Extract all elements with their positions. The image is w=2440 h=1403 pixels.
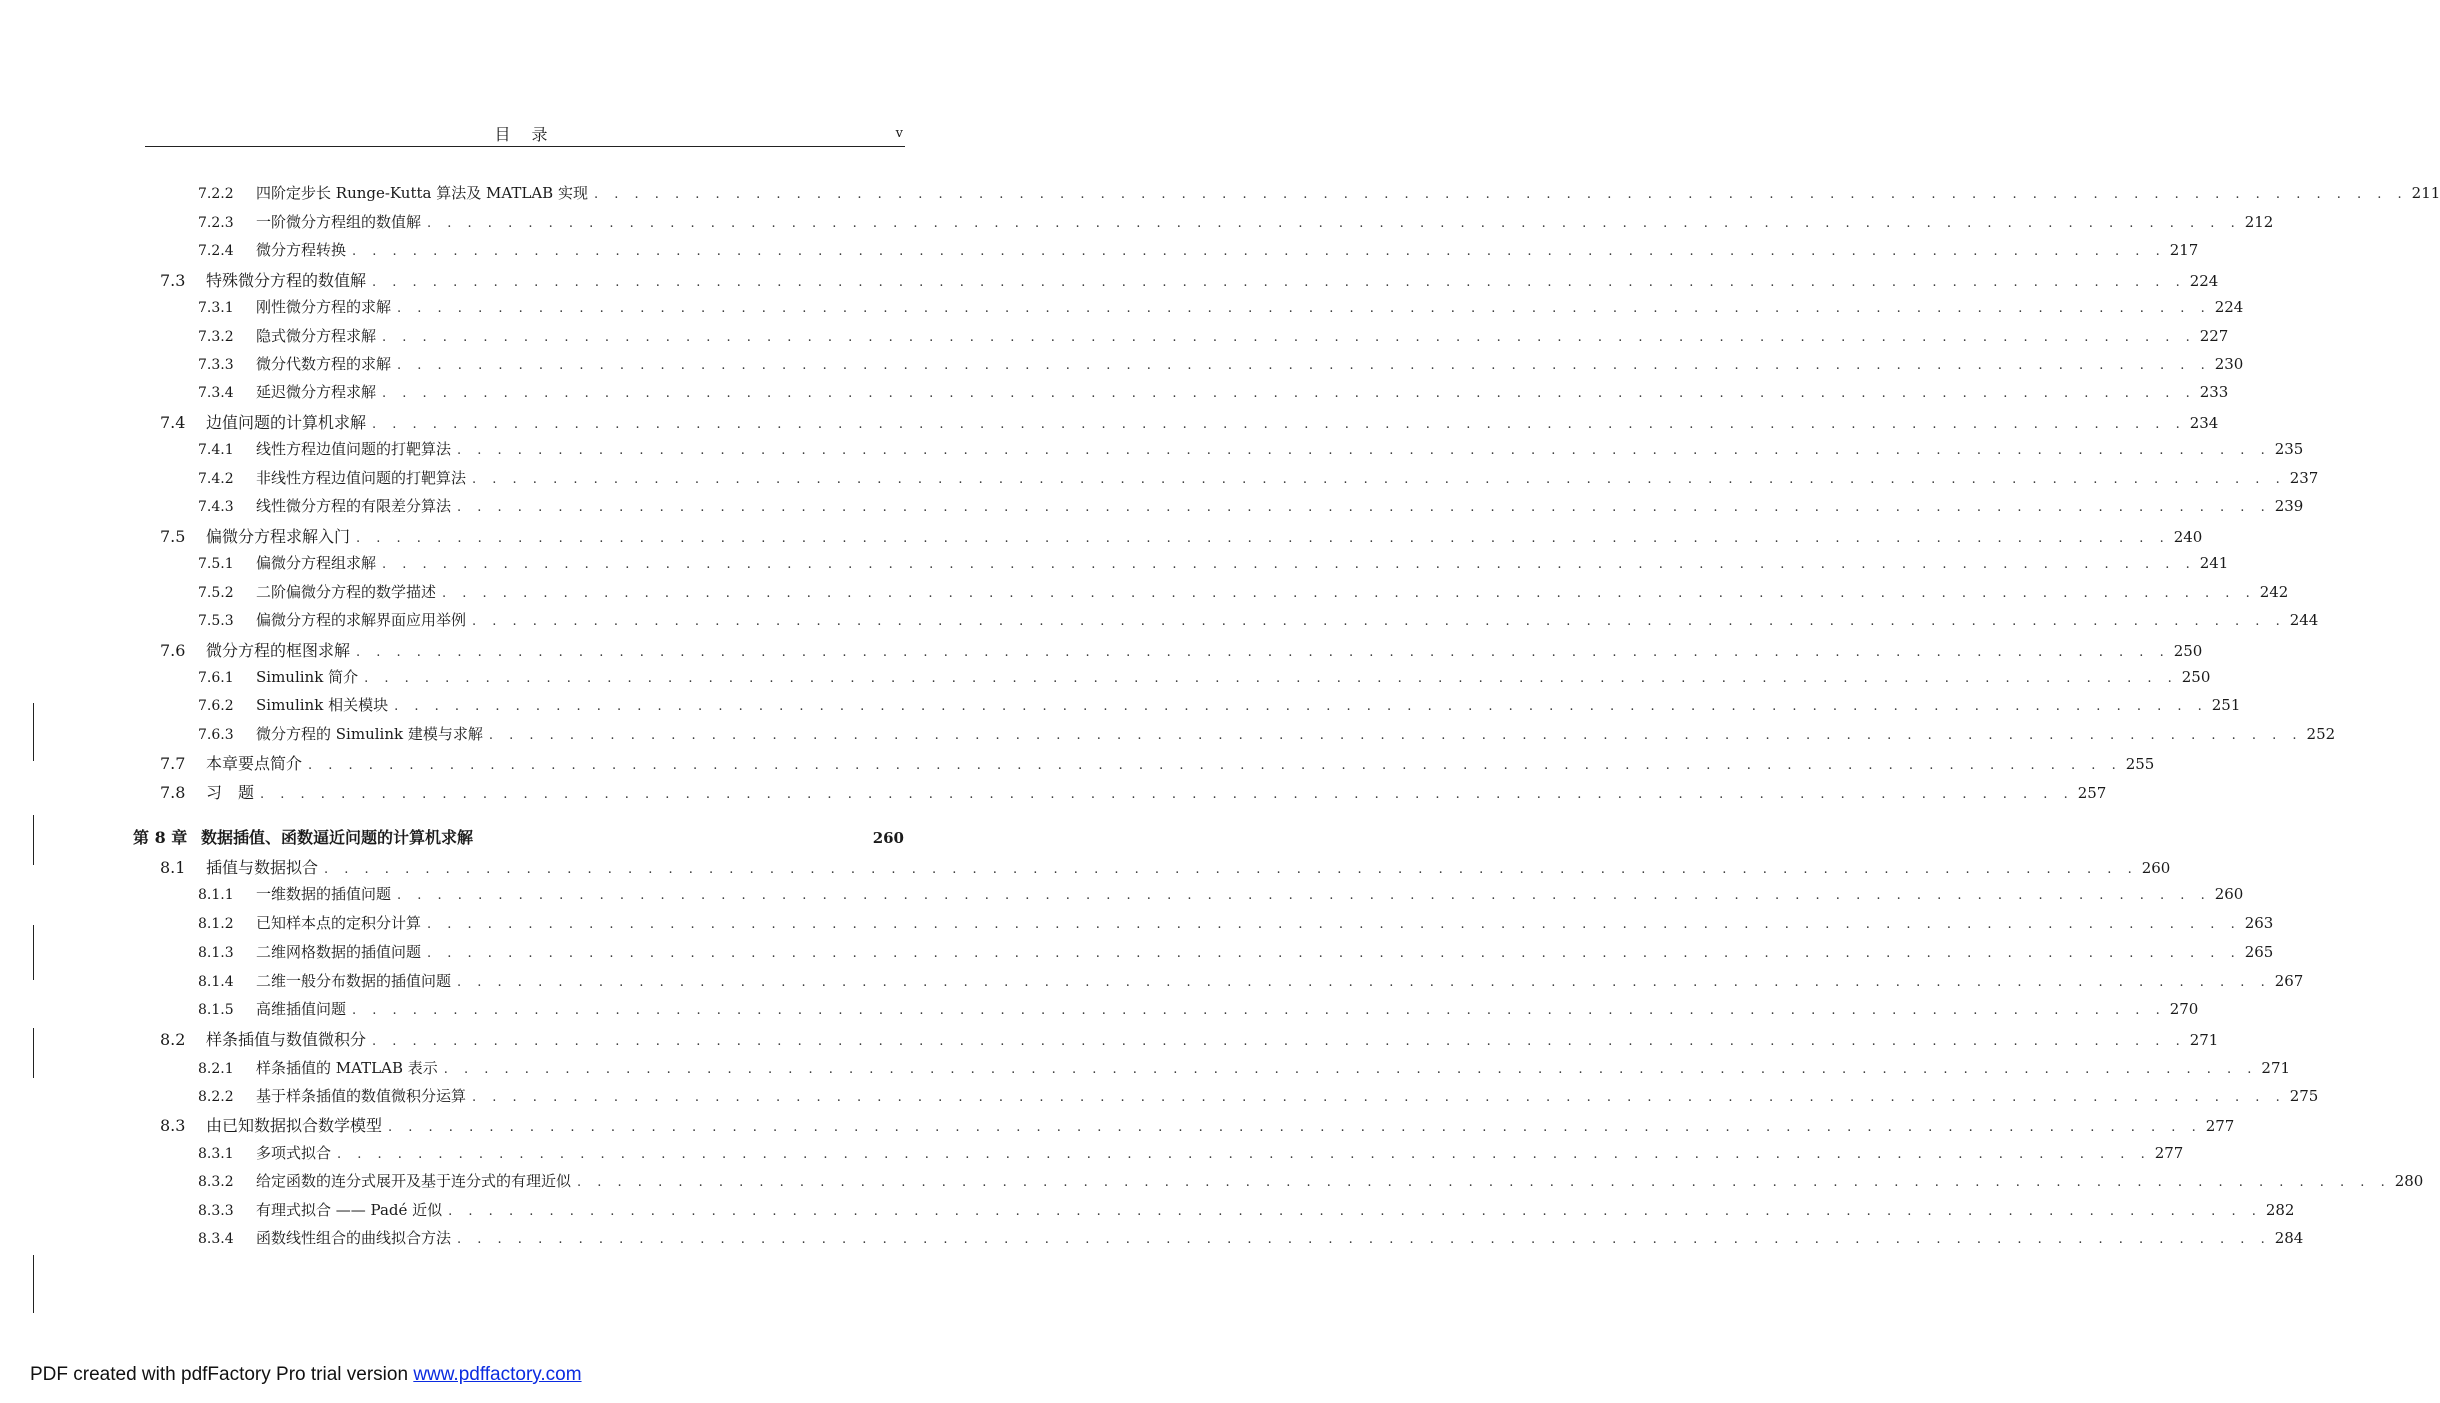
toc-entry-title: 偏微分方程的求解界面应用举例 [256, 611, 467, 629]
toc-entry-page: 250 [2173, 642, 2203, 660]
toc-entry-sub[interactable] [198, 912, 2274, 938]
toc-entry-sub[interactable] [198, 467, 2319, 493]
toc-leader-dots: . . . . . . . . . . . . . . . . . . . . . . . . . . . . . . . . . . . . . . . . . . . . . . . . . . . . . . . . . . . . . . . . . . . . . . . . . . . . . . . . . . . . . . . . . . [397, 301, 2211, 316]
toc-entry-sub[interactable] [198, 353, 2244, 379]
toc-leader-dots: . . . . . . . . . . . . . . . . . . . . . . . . . . . . . . . . . . . . . . . . . . . . . . . . . . . . . . . . . . . . . . . . . . . . . . . . . . . . . . . . . . . . . . . . . . [388, 1120, 2202, 1135]
toc-entry-title: 四阶定步长 Runge-Kutta 算法及 MATLAB 实现 [256, 184, 588, 202]
toc-entry-sec[interactable] [160, 410, 2219, 436]
margin-mark [33, 925, 34, 980]
toc-entry-chap[interactable] [133, 825, 904, 851]
toc-leader-dots: . . . . . . . . . . . . . . . . . . . . . . . . . . . . . . . . . . . . . . . . . . . . . . . . . . . . . . . . . . . . . . . . . . . . . . . . . . . . . . . . . . . . . . . . . . [457, 1232, 2271, 1247]
toc-entry-title: 函数线性组合的曲线拟合方法 [256, 1229, 452, 1247]
toc-entry-sec[interactable] [160, 1113, 2235, 1139]
toc-entry-number: 8.1.2 [198, 916, 234, 932]
toc-entry-title: 一阶微分方程组的数值解 [256, 213, 422, 231]
toc-entry-number: 8.1.4 [198, 974, 234, 990]
toc-entry-page: 217 [2169, 241, 2199, 259]
toc-entry-number: 8.2 [160, 1030, 186, 1049]
toc-entry-title: Simulink 简介 [256, 668, 359, 686]
toc-entry-number: 7.5.3 [198, 613, 234, 629]
toc-entry-sub[interactable] [198, 1227, 2304, 1253]
toc-entry-sub[interactable] [198, 325, 2229, 351]
toc-entry-page: 227 [2199, 327, 2229, 345]
toc-entry-title: 样条插值的 MATLAB 表示 [256, 1059, 438, 1077]
toc-leader-dots: . . . . . . . . . . . . . . . . . . . . . . . . . . . . . . . . . . . . . . . . . . . . . . . . . . . . . . . . . . . . . . . . . . . . . . . . . . . . . . . . . . . . . . . . . . [260, 787, 2074, 802]
toc-leader-dots: . . . . . . . . . . . . . . . . . . . . . . . . . . . . . . . . . . . . . . . . . . . . . . . . . . . . . . . . . . . . . . . . . . . . . . . . . . . . . . . . . . . . . . . . . . [427, 917, 2241, 932]
toc-entry-sec[interactable] [160, 780, 2107, 806]
toc-entry-number: 8.3 [160, 1116, 186, 1135]
toc-entry-title: 基于样条插值的数值微积分运算 [256, 1087, 467, 1105]
toc-entry-title: 微分方程的框图求解 [206, 641, 351, 660]
toc-leader-dots: . . . . . . . . . . . . . . . . . . . . . . . . . . . . . . . . . . . . . . . . . . . . . . . . . . . . . . . . . . . . . . . . . . . . . . . . . . . . . . . . . . . . . . . . . . [427, 216, 2241, 231]
toc-entry-sub[interactable] [198, 211, 2274, 237]
toc-entry-number: 7.4.3 [198, 499, 234, 515]
toc-entry-page: 234 [2189, 414, 2219, 432]
toc-entry-title: 偏微分方程组求解 [256, 554, 377, 572]
toc-entry-title: 微分方程转换 [256, 241, 347, 259]
toc-leader-dots: . . . . . . . . . . . . . . . . . . . . . . . . . . . . . . . . . . . . . . . . . . . . . . . . . . . . . . . . . . . . . . . . . . . . . . . . . . . . . . . . . . . . . . . . . . [448, 1204, 2262, 1219]
toc-entry-sub[interactable] [198, 1085, 2319, 1111]
toc-entry-page: 252 [2306, 725, 2336, 743]
toc-entry-number: 7.6.2 [198, 698, 234, 714]
toc-entry-sec[interactable] [160, 268, 2219, 294]
toc-leader-dots: . . . . . . . . . . . . . . . . . . . . . . . . . . . . . . . . . . . . . . . . . . . . . . . . . . . . . . . . . . . . . . . . . . . . . . . . . . . . . . . . . . . . . . . . . . [382, 557, 2196, 572]
toc-entry-number: 7.6.3 [198, 727, 234, 743]
toc-leader-dots: . . . . . . . . . . . . . . . . . . . . . . . . . . . . . . . . . . . . . . . . . . . . . . . . . . . . . . . . . . . . . . . . . . . . . . . . . . . . . . . . . . . . . . . . . . [397, 358, 2211, 373]
toc-leader-dots: . . . . . . . . . . . . . . . . . . . . . . . . . . . . . . . . . . . . . . . . . . . . . . . . . . . . . . . . . . . . . . . . . . . . . . . . . . . . . . . . . . . . . . . . . . [472, 1090, 2286, 1105]
toc-entry-page: 211 [2411, 184, 2440, 202]
toc-entry-number: 7.8 [160, 783, 186, 802]
toc-entry-page: 271 [2189, 1031, 2219, 1049]
toc-entry-page: 260 [872, 829, 904, 847]
toc-entry-title: 样条插值与数值微积分 [206, 1030, 367, 1049]
toc-entry-sub[interactable] [198, 1057, 2291, 1083]
toc-leader-dots: . . . . . . . . . . . . . . . . . . . . . . . . . . . . . . . . . . . . . . . . . . . . . . . . . . . . . . . . . . . . . . . . . . . . . . . . . . . . . . . . . . . . . . . . . . [382, 330, 2196, 345]
toc-entry-page: 260 [2141, 859, 2171, 877]
toc-entry-sub[interactable] [198, 941, 2274, 967]
toc-entry-sub[interactable] [198, 495, 2304, 521]
toc-entry-title: 偏微分方程求解入门 [206, 527, 351, 546]
toc-entry-title: 由已知数据拟合数学模型 [206, 1116, 383, 1135]
toc-entry-page: 230 [2214, 355, 2244, 373]
toc-entry-sub[interactable] [198, 296, 2244, 322]
toc-leader-dots: . . . . . . . . . . . . . . . . . . . . . . . . . . . . . . . . . . . . . . . . . . . . . . . . . . . . . . . . . . . . . . . . . . . . . . . . . . . . . . . . . . . . . . . . . . [577, 1175, 2391, 1190]
toc-entry-sub[interactable] [198, 239, 2199, 265]
toc-leader-dots: . . . . . . . . . . . . . . . . . . . . . . . . . . . . . . . . . . . . . . . . . . . . . . . . . . . . . . . . . . . . . . . . . . . . . . . . . . . . . . . . . . . . . . . . . . [457, 975, 2271, 990]
toc-entry-page: 284 [2274, 1229, 2304, 1247]
toc-entry-title: Simulink 相关模块 [256, 696, 389, 714]
toc-entry-page: 251 [2211, 696, 2241, 714]
toc-entry-sub[interactable] [198, 609, 2319, 635]
toc-entry-title: 微分代数方程的求解 [256, 355, 392, 373]
header-rule [145, 146, 905, 147]
toc-entry-title: 二维一般分布数据的插值问题 [256, 972, 452, 990]
toc-entry-sub[interactable] [198, 883, 2244, 909]
toc-entry-page: 241 [2199, 554, 2229, 572]
toc-leader-dots: . . . . . . . . . . . . . . . . . . . . . . . . . . . . . . . . . . . . . . . . . . . . . . . . . . . . . . . . . . . . . . . . . . . . . . . . . . . . . . . . . . . . . . . . . . [364, 671, 2178, 686]
toc-entry-sub[interactable] [198, 666, 2211, 692]
toc-entry-page: 224 [2214, 298, 2244, 316]
toc-leader-dots: . . . . . . . . . . . . . . . . . . . . . . . . . . . . . . . . . . . . . . . . . . . . . . . . . . . . . . . . . . . . . . . . . . . . . . . . . . . . . . . . . . . . . . . . . . [372, 275, 2186, 290]
toc-entry-page: 224 [2189, 272, 2219, 290]
toc-leader-dots: . . . . . . . . . . . . . . . . . . . . . . . . . . . . . . . . . . . . . . . . . . . . . . . . . . . . . . . . . . . . . . . . . . . . . . . . . . . . . . . . . . . . . . . . . . [457, 443, 2271, 458]
toc-entry-number: 7.2.3 [198, 215, 234, 231]
pdf-footer [30, 1364, 582, 1386]
toc-entry-title: 有理式拟合 —— Padé 近似 [256, 1201, 443, 1219]
toc-entry-page: 271 [2261, 1059, 2291, 1077]
toc-entry-title: 高维插值问题 [256, 1000, 347, 1018]
toc-entry-page: 270 [2169, 1000, 2199, 1018]
toc-entry-number: 7.5 [160, 527, 186, 546]
toc-entry-sub[interactable] [198, 1170, 2424, 1196]
toc-entry-sub[interactable] [198, 552, 2229, 578]
toc-entry-sec[interactable] [160, 855, 2171, 881]
toc-entry-number: 8.3.3 [198, 1203, 234, 1219]
toc-entry-title: 非线性方程边值问题的打靶算法 [256, 469, 467, 487]
toc-leader-dots: . . . . . . . . . . . . . . . . . . . . . . . . . . . . . . . . . . . . . . . . . . . . . . . . . . . . . . . . . . . . . . . . . . . . . . . . . . . . . . . . . . . . . . . . . . [394, 699, 2208, 714]
margin-mark [33, 1028, 34, 1078]
toc-leader-dots: . . . . . . . . . . . . . . . . . . . . . . . . . . . . . . . . . . . . . . . . . . . . . . . . . . . . . . . . . . . . . . . . . . . . . . . . . . . . . . . . . . . . . . . . . . [372, 1034, 2186, 1049]
toc-entry-page: 275 [2289, 1087, 2319, 1105]
toc-entry-sub[interactable] [198, 1142, 2184, 1168]
toc-entry-page: 250 [2181, 668, 2211, 686]
toc-entry-number: 8.1.3 [198, 945, 234, 961]
toc-entry-page: 239 [2274, 497, 2304, 515]
margin-mark [33, 1255, 34, 1313]
toc-entry-number: 8.3.1 [198, 1146, 234, 1162]
toc-entry-page: 257 [2077, 784, 2107, 802]
toc-entry-title: 插值与数据拟合 [206, 858, 319, 877]
toc-entry-page: 280 [2394, 1172, 2424, 1190]
toc-entry-title: 已知样本点的定积分计算 [256, 914, 422, 932]
toc-entry-title: 线性微分方程的有限差分算法 [256, 497, 452, 515]
toc-entry-number: 8.1.5 [198, 1002, 234, 1018]
toc-leader-dots: . . . . . . . . . . . . . . . . . . . . . . . . . . . . . . . . . . . . . . . . . . . . . . . . . . . . . . . . . . . . . . . . . . . . . . . . . . . . . . . . . . . . . . . . . . [382, 386, 2196, 401]
toc-entry-page: 263 [2244, 914, 2274, 932]
toc-entry-sub[interactable] [198, 182, 2440, 208]
toc-leader-dots: . . . . . . . . . . . . . . . . . . . . . . . . . . . . . . . . . . . . . . . . . . . . . . . . . . . . . . . . . . . . . . . . . . . . . . . . . . . . . . . . . . . . . . . . . . [472, 472, 2286, 487]
footer-text: PDF created with pdfFactory Pro trial version [30, 1364, 414, 1385]
margin-mark [33, 815, 34, 865]
toc-entry-sub[interactable] [198, 723, 2336, 749]
toc-entry-number: 7.2.2 [198, 186, 234, 202]
toc-entry-sec[interactable] [160, 751, 2155, 777]
header-title: 目 录 [494, 125, 556, 144]
header-page-number: v [895, 126, 903, 141]
toc-entry-page: 242 [2259, 583, 2289, 601]
toc-entry-sub[interactable] [198, 998, 2199, 1024]
toc-entry-page: 235 [2274, 440, 2304, 458]
toc-entry-number: 7.2.4 [198, 243, 234, 259]
toc-leader-dots: . . . . . . . . . . . . . . . . . . . . . . . . . . . . . . . . . . . . . . . . . . . . . . . . . . . . . . . . . . . . . . . . . . . . . . . . . . . . . . . . . . . . . . . . . . [427, 946, 2241, 961]
toc-entry-page: 277 [2205, 1117, 2235, 1135]
toc-leader-dots: . . . . . . . . . . . . . . . . . . . . . . . . . . . . . . . . . . . . . . . . . . . . . . . . . . . . . . . . . . . . . . . . . . . . . . . . . . . . . . . . . . . . . . . . . . [352, 1003, 2166, 1018]
toc-entry-page: 260 [2214, 885, 2244, 903]
toc-entry-number: 7.6 [160, 641, 186, 660]
toc-entry-page: 282 [2265, 1201, 2295, 1219]
toc-leader-dots: . . . . . . . . . . . . . . . . . . . . . . . . . . . . . . . . . . . . . . . . . . . . . . . . . . . . . . . . . . . . . . . . . . . . . . . . . . . . . . . . . . . . . . . . . . [324, 862, 2138, 877]
toc-entry-title: 二阶偏微分方程的数学描述 [256, 583, 437, 601]
footer-link[interactable]: www.pdffactory.com [413, 1364, 582, 1385]
toc-entry-number: 8.3.2 [198, 1174, 234, 1190]
toc-entry-number: 第 8 章 [133, 828, 188, 847]
toc-entry-number: 7.3.3 [198, 357, 234, 373]
toc-entry-sub[interactable] [198, 1199, 2295, 1225]
toc-leader-dots: . . . . . . . . . . . . . . . . . . . . . . . . . . . . . . . . . . . . . . . . . . . . . . . . . . . . . . . . . . . . . . . . . . . . . . . . . . . . . . . . . . . . . . . . . . [397, 888, 2211, 903]
toc-entry-page: 233 [2199, 383, 2229, 401]
toc-leader-dots: . . . . . . . . . . . . . . . . . . . . . . . . . . . . . . . . . . . . . . . . . . . . . . . . . . . . . . . . . . . . . . . . . . . . . . . . . . . . . . . . . . . . . . . . . . [352, 244, 2166, 259]
toc-entry-title: 边值问题的计算机求解 [206, 413, 367, 432]
toc-entry-sub[interactable] [198, 581, 2289, 607]
toc-entry-number: 7.6.1 [198, 670, 234, 686]
toc-entry-page: 237 [2289, 469, 2319, 487]
toc-entry-sec[interactable] [160, 638, 2203, 664]
toc-entry-number: 8.2.1 [198, 1061, 234, 1077]
toc-entry-title: 隐式微分方程求解 [256, 327, 377, 345]
toc-entry-number: 7.3.4 [198, 385, 234, 401]
toc-leader-dots: . . . . . . . . . . . . . . . . . . . . . . . . . . . . . . . . . . . . . . . . . . . . . . . . . . . . . . . . . . . . . . . . . . . . . . . . . . . . . . . . . . . . . . . . . . [488, 728, 2303, 743]
toc-entry-sub[interactable] [198, 694, 2241, 720]
toc-entry-sub[interactable] [198, 381, 2229, 407]
toc-entry-title: 二维网格数据的插值问题 [256, 943, 422, 961]
toc-entry-page: 267 [2274, 972, 2304, 990]
toc-entry-page: 244 [2289, 611, 2319, 629]
toc-entry-title: 数据插值、函数逼近问题的计算机求解 [201, 828, 474, 847]
toc-entry-page: 277 [2154, 1144, 2184, 1162]
toc-leader-dots: . . . . . . . . . . . . . . . . . . . . . . . . . . . . . . . . . . . . . . . . . . . . . . . . . . . . . . . . . . . . . . . . . . . . . . . . . . . . . . . . . . . . . . . . . . [356, 645, 2170, 660]
toc-entry-number: 8.1 [160, 858, 186, 877]
toc-entry-title: 线性方程边值问题的打靶算法 [256, 440, 452, 458]
toc-leader-dots: . . . . . . . . . . . . . . . . . . . . . . . . . . . . . . . . . . . . . . . . . . . . . . . . . . . . . . . . . . . . . . . . . . . . . . . . . . . . . . . . . . . . . . . . . . [472, 614, 2286, 629]
toc-leader-dots: . . . . . . . . . . . . . . . . . . . . . . . . . . . . . . . . . . . . . . . . . . . . . . . . . . . . . . . . . . . . . . . . . . . . . . . . . . . . . . . . . . . . . . . . . . [443, 1062, 2258, 1077]
toc-entry-number: 7.3 [160, 271, 186, 290]
toc-entry-number: 7.5.1 [198, 556, 234, 572]
running-header [145, 120, 905, 146]
toc-entry-number: 8.3.4 [198, 1231, 234, 1247]
toc-entry-number: 7.3.2 [198, 329, 234, 345]
toc-entry-title: 习 题 [206, 783, 255, 802]
toc-entry-number: 7.4.2 [198, 471, 234, 487]
toc-entry-title: 给定函数的连分式展开及基于连分式的有理近似 [256, 1172, 572, 1190]
toc-leader-dots: . . . . . . . . . . . . . . . . . . . . . . . . . . . . . . . . . . . . . . . . . . . . . . . . . . . . . . . . . . . . . . . . . . . . . . . . . . . . . . . . . . . . . . . . . . [356, 531, 2170, 546]
toc-entry-number: 8.2.2 [198, 1089, 234, 1105]
toc-leader-dots: . . . . . . . . . . . . . . . . . . . . . . . . . . . . . . . . . . . . . . . . . . . . . . . . . . . . . . . . . . . . . . . . . . . . . . . . . . . . . . . . . . . . . . . . . . [442, 586, 2256, 601]
toc-entry-page: 265 [2244, 943, 2274, 961]
toc-entry-number: 7.4 [160, 413, 186, 432]
toc-leader-dots: . . . . . . . . . . . . . . . . . . . . . . . . . . . . . . . . . . . . . . . . . . . . . . . . . . . . . . . . . . . . . . . . . . . . . . . . . . . . . . . . . . . . . . . . . . [308, 758, 2122, 773]
toc-entry-title: 刚性微分方程的求解 [256, 298, 392, 316]
toc-leader-dots: . . . . . . . . . . . . . . . . . . . . . . . . . . . . . . . . . . . . . . . . . . . . . . . . . . . . . . . . . . . . . . . . . . . . . . . . . . . . . . . . . . . . . . . . . . [593, 187, 2408, 202]
toc-entry-title: 本章要点简介 [206, 754, 303, 773]
toc-entry-title: 特殊微分方程的数值解 [206, 271, 367, 290]
toc-entry-page: 240 [2173, 528, 2203, 546]
toc-entry-number: 7.5.2 [198, 585, 234, 601]
toc-entry-page: 212 [2244, 213, 2274, 231]
toc-leader-dots: . . . . . . . . . . . . . . . . . . . . . . . . . . . . . . . . . . . . . . . . . . . . . . . . . . . . . . . . . . . . . . . . . . . . . . . . . . . . . . . . . . . . . . . . . . [372, 417, 2186, 432]
toc-entry-sub[interactable] [198, 438, 2304, 464]
margin-mark [33, 703, 34, 761]
toc-entry-page: 255 [2125, 755, 2155, 773]
toc-entry-sec[interactable] [160, 524, 2203, 550]
toc-entry-title: 微分方程的 Simulink 建模与求解 [256, 725, 483, 743]
toc-entry-title: 一维数据的插值问题 [256, 885, 392, 903]
toc-entry-title: 多项式拟合 [256, 1144, 332, 1162]
toc-entry-number: 7.3.1 [198, 300, 234, 316]
toc-entry-number: 8.1.1 [198, 887, 234, 903]
toc-entry-number: 7.4.1 [198, 442, 234, 458]
toc-entry-title: 延迟微分方程求解 [256, 383, 377, 401]
toc-entry-sec[interactable] [160, 1027, 2219, 1053]
toc-entry-sub[interactable] [198, 970, 2304, 996]
toc-leader-dots: . . . . . . . . . . . . . . . . . . . . . . . . . . . . . . . . . . . . . . . . . . . . . . . . . . . . . . . . . . . . . . . . . . . . . . . . . . . . . . . . . . . . . . . . . . [337, 1147, 2151, 1162]
toc-leader-dots: . . . . . . . . . . . . . . . . . . . . . . . . . . . . . . . . . . . . . . . . . . . . . . . . . . . . . . . . . . . . . . . . . . . . . . . . . . . . . . . . . . . . . . . . . . [457, 500, 2271, 515]
toc-entry-number: 7.7 [160, 754, 186, 773]
